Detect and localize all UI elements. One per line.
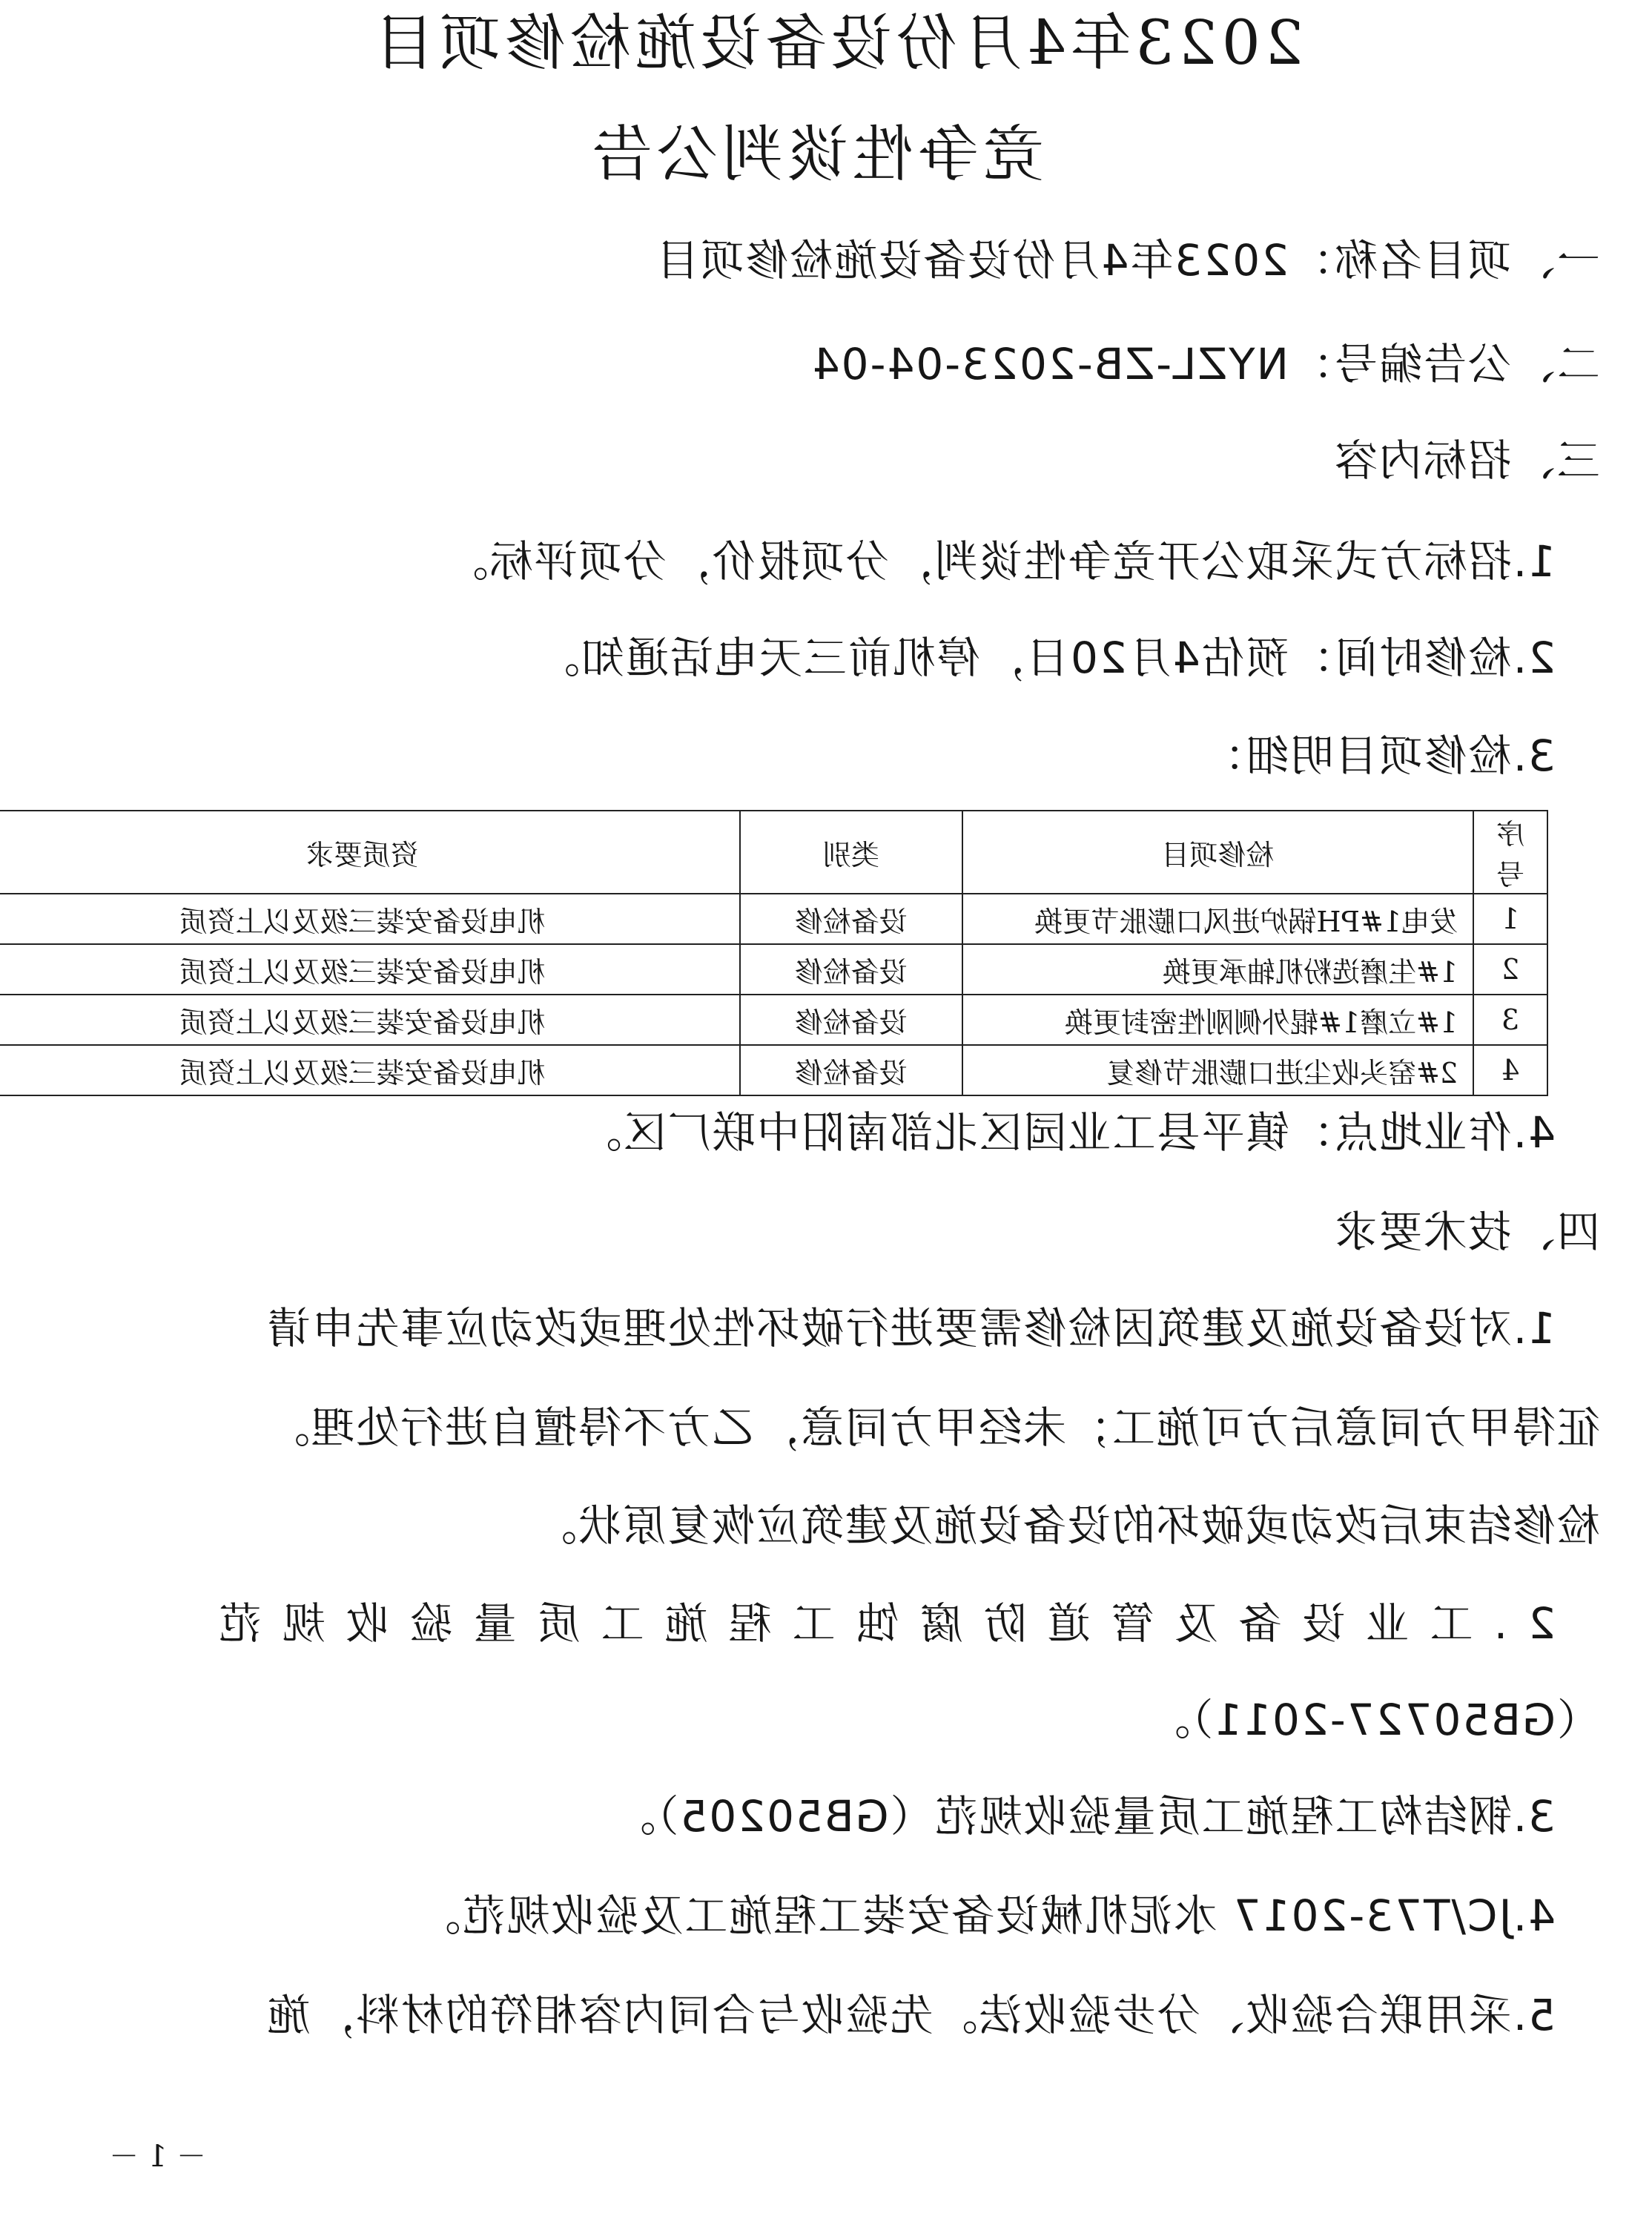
tech-item-4: 4.JC/T73-2017 水泥机械设备安装工程施工及验收规范。 — [416, 1890, 1556, 1941]
content-item-2: 2.检修时间：预估4月20日，停机前三天电话通知。 — [535, 633, 1556, 683]
row-item: 发电1#PH锅炉进风口膨胀节更换 — [962, 894, 1473, 944]
row-category: 设备检修 — [740, 944, 962, 995]
document-title: 2023年4月份设备设施检修项目 — [370, 8, 1304, 79]
table-row — [0, 1045, 1547, 1095]
row-category: 设备检修 — [740, 894, 962, 944]
header-item: 检修项目 — [962, 811, 1473, 894]
row-qualification: 机电设备安装三级及以上资质 — [0, 1045, 740, 1095]
header-category: 类别 — [740, 811, 962, 894]
content-item-1: 1.招标方式采取公开竞争性谈判，分项报价，分项评标。 — [443, 536, 1556, 587]
section-heading-content: 三、招标内容 — [1332, 435, 1600, 486]
row-no: 1 — [1473, 894, 1547, 944]
maintenance-items-table — [0, 810, 1548, 1096]
content-item-3: 3.检修项目明细： — [1200, 731, 1556, 781]
row-qualification: 机电设备安装三级及以上资质 — [0, 944, 740, 995]
table-header-row — [0, 811, 1547, 894]
tech-item-1-line-1: 1.对设备设施及建筑因检修需要进行破坏性处理或改动应事先申请 — [265, 1303, 1556, 1354]
header-no: 序号 — [1473, 811, 1547, 894]
project-name: 一、项目名称：2023年4月份设备设施检修项目 — [655, 235, 1600, 286]
table-row — [0, 894, 1547, 944]
row-no: 3 — [1473, 995, 1547, 1045]
tech-item-2-line-1: 2.工业设备及管道防腐蚀工程施工质量验收规范 — [197, 1598, 1556, 1649]
row-category: 设备检修 — [740, 995, 962, 1045]
row-item: 2#窑头收尘进口膨胀节修复 — [962, 1045, 1473, 1095]
row-qualification: 机电设备安装三级及以上资质 — [0, 894, 740, 944]
tech-item-2-line-2: （GB50727-2011）。 — [1146, 1695, 1600, 1745]
section-heading-tech: 四、技术要求 — [1332, 1207, 1600, 1257]
tech-item-1-line-2: 征得甲方同意后方可施工；未经甲方同意，乙方不得擅自进行处理。 — [265, 1402, 1600, 1453]
tech-item-3: 3.钢结构工程施工质量验收规范（GB50205）。 — [611, 1791, 1556, 1842]
page-number: － 1 － — [109, 2140, 206, 2174]
row-qualification: 机电设备安装三级及以上资质 — [0, 995, 740, 1045]
document-subtitle: 竞争性谈判公告 — [587, 119, 1044, 190]
tech-item-1-line-3: 检修结束后改动或破坏的设备设施及建筑应恢复原状。 — [532, 1500, 1600, 1551]
content-item-4: 4.作业地点：镇平县工业园区北部南阳中联厂区。 — [577, 1107, 1556, 1158]
row-no: 4 — [1473, 1045, 1547, 1095]
table-row — [0, 995, 1547, 1045]
notice-number: 二、公告编号：NYZL-ZB-2023-04-04 — [810, 339, 1600, 389]
row-item: 1#生磨选粉机轴承更换 — [962, 944, 1473, 995]
tech-item-5: 5.采用联合验收、分步验收法。先验收与合同内容相符的材料，施 — [265, 1990, 1556, 2040]
row-no: 2 — [1473, 944, 1547, 995]
row-item: 1#立磨1#辊外侧刚性密封更换 — [962, 995, 1473, 1045]
row-category: 设备检修 — [740, 1045, 962, 1095]
header-qualification: 资质要求 — [0, 811, 740, 894]
table-row — [0, 944, 1547, 995]
